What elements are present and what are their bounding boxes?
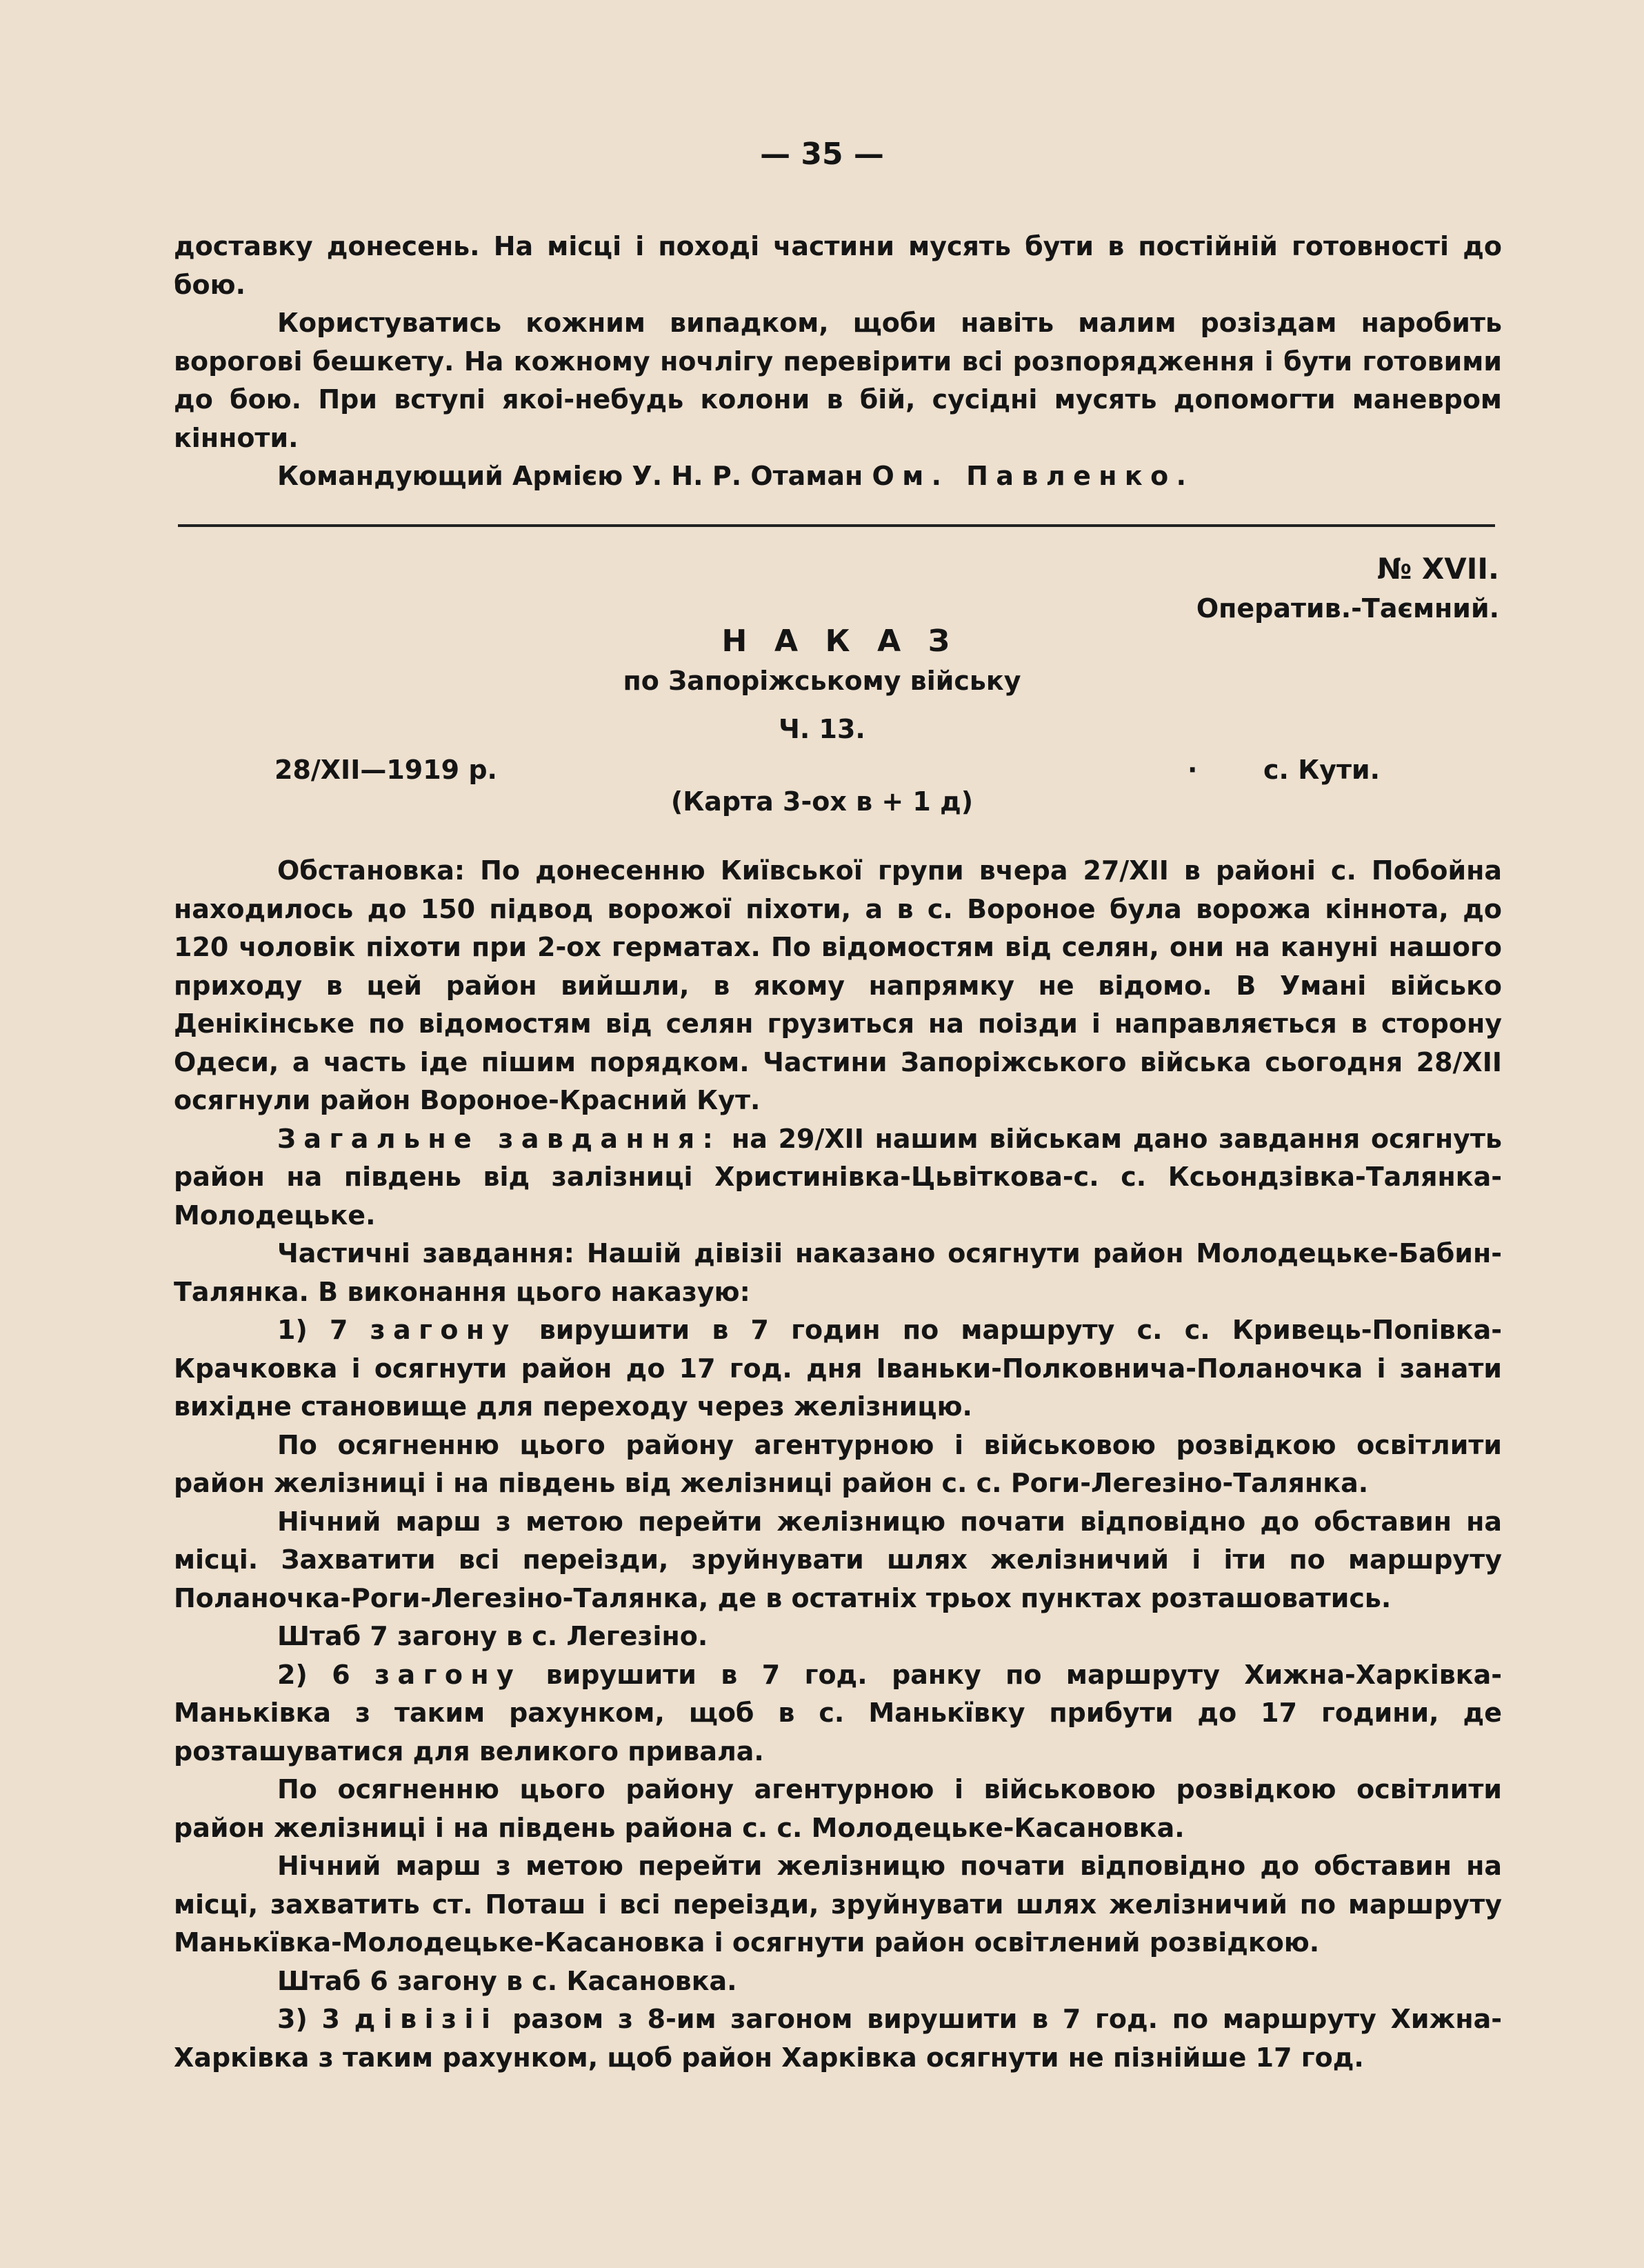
situation-paragraph: Обстановка: По донесенню Київської групи вчера 27/XII в районі с. Побойна находилось до 150 підвод ворожої піхоти, а в с. Вороное була ворожа кіннота, до 120 чоловік піхоти при 2-ох герматах. По відомостям від селян, они на кануні нашого приходу в цей район вийшли, в якому напрямку не відомо. В Умані військо Денікінське по відомостям від селян грузиться на поізди і направляється в сторону Одеси, а часть іде пішим порядком. Частини Запоріжського війська сьогодня 28/XII осягнули район Вороное-Красний Кут. bbox=[174, 855, 1502, 1115]
item-2-prefix: 2) 6 bbox=[277, 1659, 375, 1690]
order-date: 28/XII—1919 р. bbox=[274, 755, 497, 785]
order-number: № XVII. bbox=[1376, 552, 1499, 586]
order-subtitle: по Запоріжському війську bbox=[623, 666, 1021, 696]
item-1-text: вирушити в 7 годин по маршруту с. с. Кривець-Попівка-Крачковка і осягнути район до 17 год. дня Іваньки-Полковнича-Поланочка і занати вихідне становище для переходу через желізницю. bbox=[174, 1315, 1502, 1422]
general-tasks-paragraph bbox=[174, 1120, 1502, 1235]
order-classification: Оператив.-Таємний. bbox=[1196, 593, 1499, 624]
item-3-label: дівізіі bbox=[354, 2004, 499, 2034]
order-map: (Карта 3-ох в + 1 д) bbox=[670, 786, 974, 817]
item-1-paragraph bbox=[174, 1311, 1502, 1426]
signature-line bbox=[174, 457, 1502, 496]
item-2-label: загону bbox=[374, 1659, 522, 1690]
page-number: — 35 — bbox=[760, 137, 884, 172]
intro-section bbox=[174, 228, 1502, 496]
general-tasks-text: на 29/XII нашим військам дано завдання осягнуть район на південь від залізниці Христинівка-Цьвіткова-с. с. Ксьондзівка-Талянка-Молодецьке. bbox=[174, 1123, 1502, 1231]
order-dot: · bbox=[1187, 755, 1198, 785]
item-2-text: вирушити в 7 год. ранку по маршруту Хижна-Харківка-Маньківка з таким рахунком, щоб в с. Манькївку прибути до 17 години, де розташуватися для великого привала. bbox=[174, 1659, 1502, 1767]
item-2-hq-paragraph: Штаб 6 загону в с. Касановка. bbox=[277, 1965, 737, 1996]
item-1-hq-paragraph: Штаб 7 загону в с. Легезіно. bbox=[277, 1621, 708, 1651]
item-2-paragraph bbox=[174, 1656, 1502, 1771]
intro-paragraph-1: доставку донесень. На місці і поході частини мусять бути в постійній готовності до бою. bbox=[174, 231, 1502, 300]
item-3-text: разом з 8-им загоном вирушити в 7 год. по маршруту Хижна-Харківка з таким рахунком, щоб район Харківка осягнути не пізнійше 17 год. bbox=[174, 2004, 1502, 2073]
order-part: Ч. 13. bbox=[779, 714, 865, 744]
partial-tasks-paragraph: Частичні завдання: Нашій дівізіі наказано осягнути район Молодецьке-Бабин-Талянка. В виконання цього наказую: bbox=[174, 1238, 1502, 1307]
item-1-prefix: 1) 7 bbox=[277, 1315, 370, 1345]
signature-name: Ом. Павленко. bbox=[872, 461, 1194, 491]
section-divider bbox=[178, 524, 1495, 527]
order-body bbox=[174, 852, 1502, 2077]
item-2-march-paragraph: Нічний марш з метою перейти желізницю почати відповідно до обставин на місці, захватить ст. Поташ і всі переізди, зруйнувати шлях желізничий по маршруту Манькївка-Молодецьке-Касановка і осягнути район освітлений розвідкою. bbox=[174, 1851, 1502, 1958]
intro-paragraph-2: Користуватись кожним випадком, щоби навіть малим розіздам наробить ворогові бешкету. На кожному ночлігу перевірити всі розпорядження і бути готовими до бою. При вступі якоі-небудь колони в бій, сусідні мусять допомогти маневром кінноти. bbox=[174, 308, 1502, 453]
item-3-paragraph bbox=[174, 2000, 1502, 2077]
order-place: с. Кути. bbox=[1263, 755, 1381, 785]
item-1-label: загону bbox=[370, 1315, 517, 1345]
item-3-prefix: 3) 3 bbox=[277, 2004, 354, 2034]
item-1-recon-paragraph: По осягненню цього району агентурною і військовою розвідкою освітлити район желізниці і на південь від желізниці район с. с. Роги-Легезіно-Талянка. bbox=[174, 1429, 1502, 1498]
signature-prefix: Командующий Армією У. Н. Р. Отаман bbox=[277, 461, 872, 491]
item-2-recon-paragraph: По осягненню цього району агентурною і військовою розвідкою освітлити район желізниці і на південь района с. с. Молодецьке-Касановка. bbox=[174, 1774, 1502, 1843]
order-title: НАКАЗ bbox=[721, 624, 977, 659]
item-1-march-paragraph: Нічний марш з метою перейти желізницю почати відповідно до обставин на місці. Захватити всі переізди, зруйнувати шлях желізничий і іти по маршруту Поланочка-Роги-Легезіно-Талянка, де в остатніх трьох пунктах розташоватись. bbox=[174, 1506, 1502, 1613]
general-tasks-label: Загальне завдання: bbox=[277, 1123, 721, 1154]
